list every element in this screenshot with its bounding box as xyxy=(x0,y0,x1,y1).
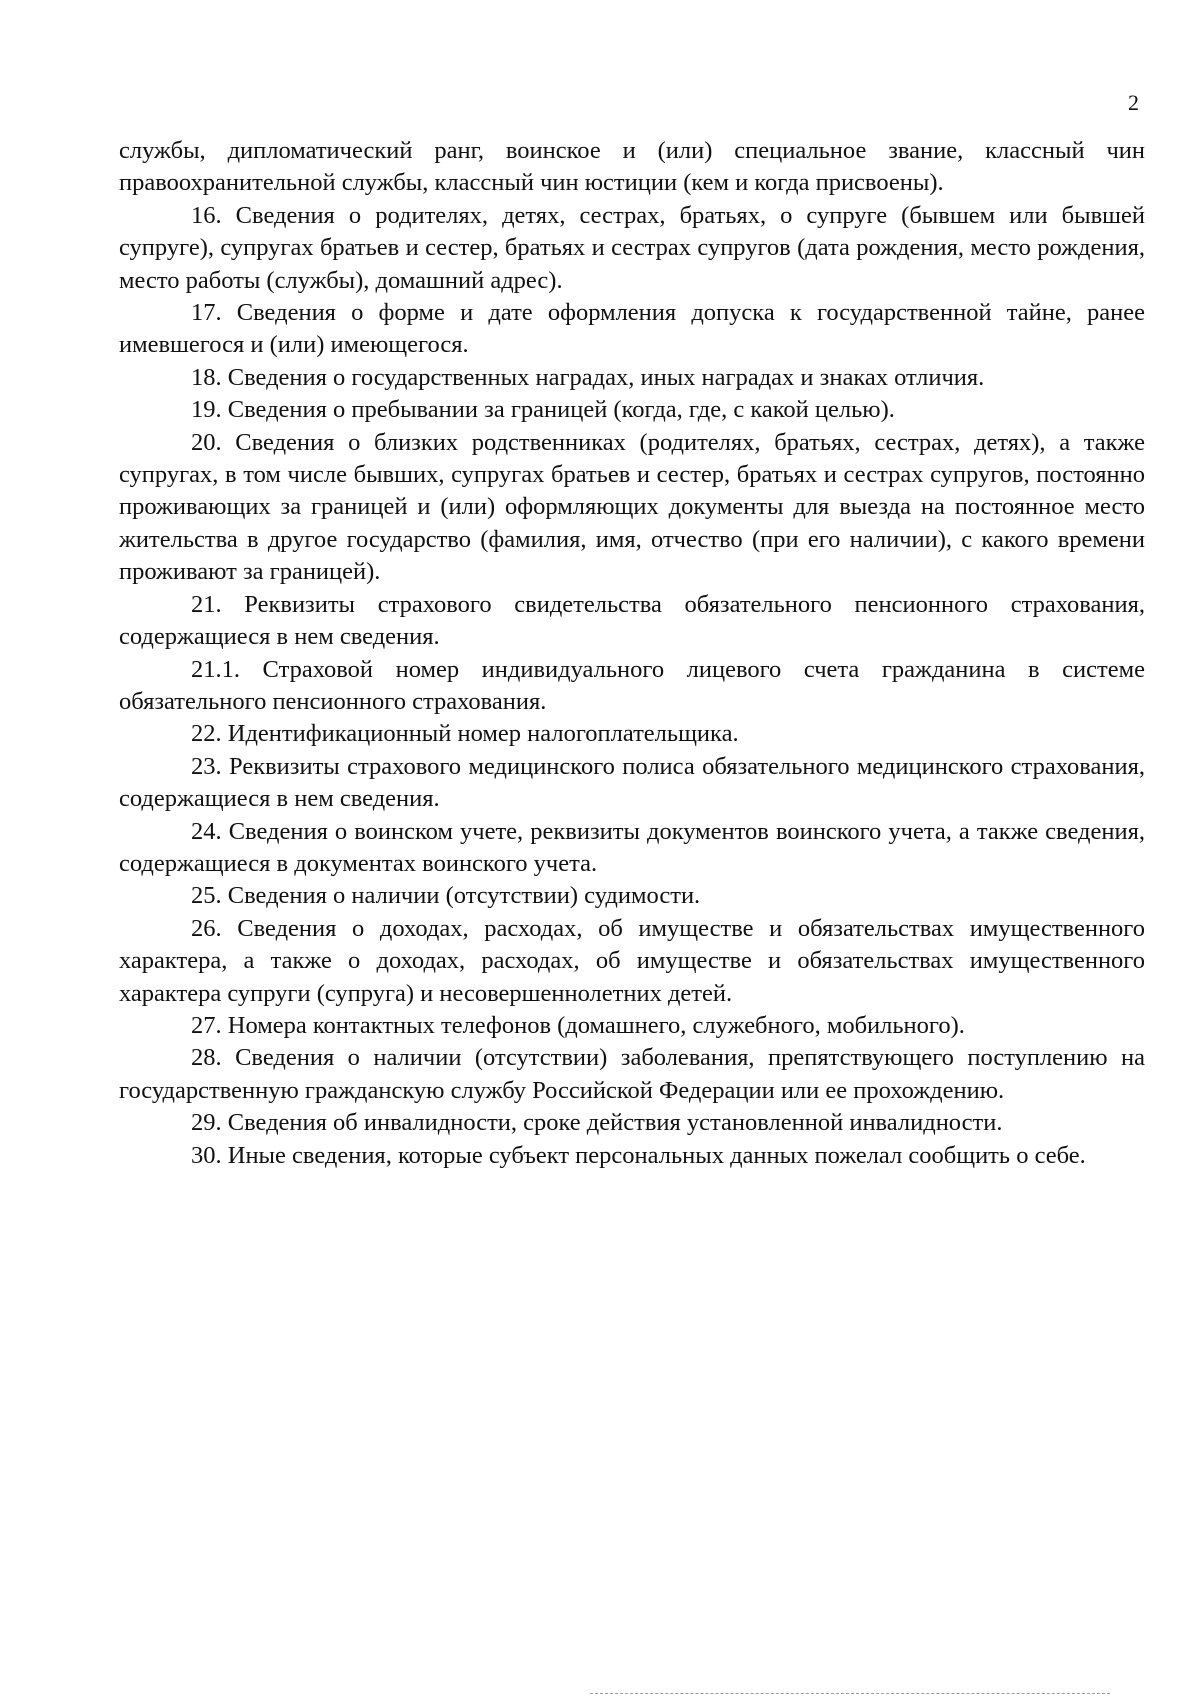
scan-artifact-line xyxy=(590,1693,1110,1694)
list-item-22: 22. Идентификационный номер налогоплательщика. xyxy=(191,720,739,748)
list-item-17: 17. Сведения о форме и дате оформления допуска к государственной тайне, ранее имевшегося и (или) имеющегося. xyxy=(119,299,1145,359)
list-item-21-1: 21.1. Страховой номер индивидуального лицевого счета гражданина в системе обязательного пенсионного страхования. xyxy=(119,655,1145,715)
list-item-30: 30. Иные сведения, которые субъект персональных данных пожелал сообщить о себе. xyxy=(191,1141,1086,1169)
list-item-25: 25. Сведения о наличии (отсутствии) судимости. xyxy=(191,882,701,910)
page-number: 2 xyxy=(1128,90,1139,115)
list-item-19: 19. Сведения о пребывании за границей (когда, где, с какой целью). xyxy=(191,396,895,424)
document-body xyxy=(119,135,1145,1172)
list-item-16: 16. Сведения о родителях, детях, сестрах, братьях, о супруге (бывшем или бывшей супруге), супругах братьев и сестер, братьях и сестрах супругов (дата рождения, место рождения, место работы (службы), домашний адрес). xyxy=(119,201,1145,294)
list-item-26: 26. Сведения о доходах, расходах, об имуществе и обязательствах имущественного характера, а также о доходах, расходах, об имуществе и обязательствах имущественного характера супруги (супруга) и несовершеннолетних детей. xyxy=(119,914,1145,1007)
list-item-23: 23. Реквизиты страхового медицинского полиса обязательного медицинского страхования, содержащиеся в нем сведения. xyxy=(119,752,1145,813)
list-item-27: 27. Номера контактных телефонов (домашнего, служебного, мобильного). xyxy=(191,1011,965,1039)
paragraph-continuation: службы, дипломатический ранг, воинское и (или) специальное звание, классный чин правоохранительной службы, классный чин юстиции (кем и когда присвоены). xyxy=(119,137,1145,197)
list-item-21: 21. Реквизиты страхового свидетельства обязательного пенсионного страхования, содержащиеся в нем сведения. xyxy=(119,590,1145,651)
list-item-24: 24. Сведения о воинском учете, реквизиты документов воинского учета, а также сведения, содержащиеся в документах воинского учета. xyxy=(119,817,1145,877)
list-item-20: 20. Сведения о близких родственниках (родителях, братьях, сестрах, детях), а также супругах, в том числе бывших, супругах братьев и сестер, братьях и сестрах супругов, постоянно проживающих за границей и (или) оформляющих документы для выезда на постоянное место жительства в другое государство (фамилия, имя, отчество (при его наличии), с какого времени проживают за границей). xyxy=(119,428,1145,586)
list-item-18: 18. Сведения о государственных наградах, иных наградах и знаках отличия. xyxy=(191,363,985,391)
list-item-28: 28. Сведения о наличии (отсутствии) заболевания, препятствующего поступлению на государственную гражданскую службу Российской Федерации или ее прохождению. xyxy=(119,1044,1145,1104)
list-item-29: 29. Сведения об инвалидности, сроке действия установленной инвалидности. xyxy=(191,1109,1003,1137)
